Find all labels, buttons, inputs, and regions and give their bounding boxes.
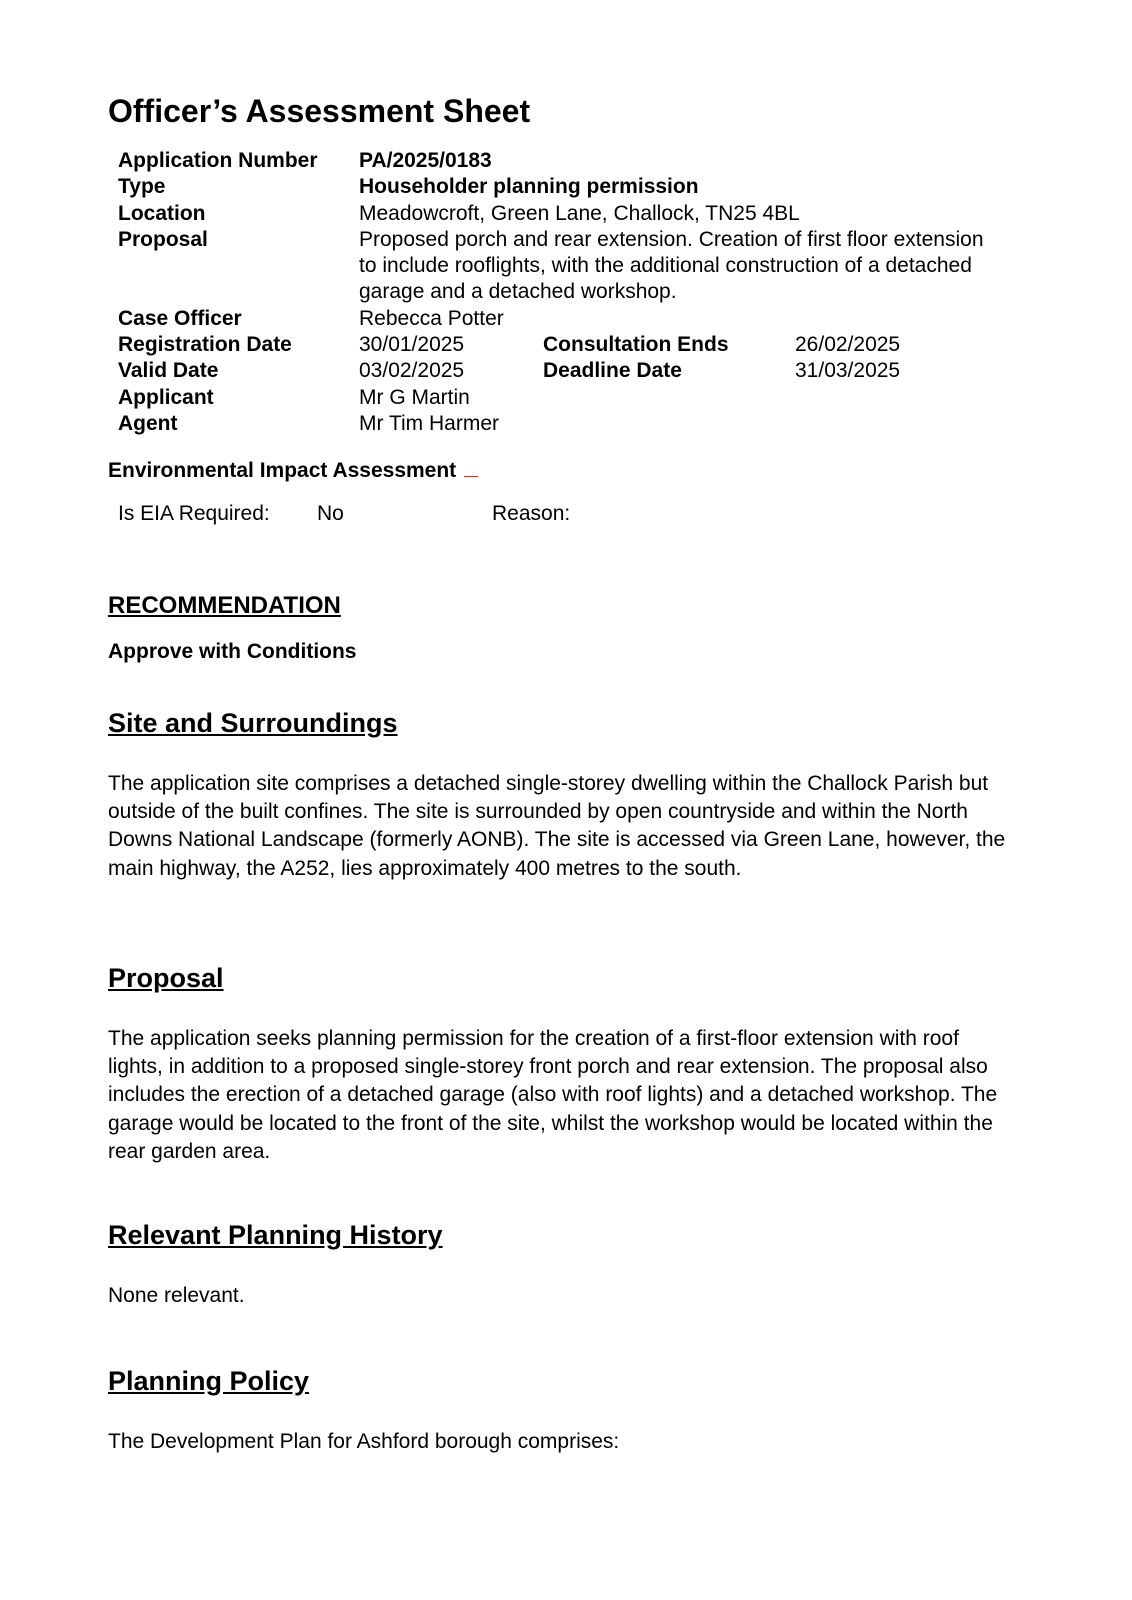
registration-date-value: 30/01/2025 (359, 333, 465, 357)
proposal-value: Proposed porch and rear extension. Creation of first floor extension to include rooflights, with the additional construction of a detached garage and a detached workshop. (359, 227, 984, 304)
detail-row-case-officer (118, 306, 998, 332)
consultation-ends-value: 26/02/2025 (795, 333, 901, 357)
case-officer-value: Rebecca Potter (359, 306, 504, 330)
proposal-label: Proposal (118, 227, 208, 251)
agent-value: Mr Tim Harmer (359, 411, 499, 435)
detail-row-agent (118, 411, 998, 437)
registration-date-label: Registration Date (118, 333, 292, 357)
deadline-date-value: 31/03/2025 (795, 359, 901, 383)
location-value: Meadowcroft, Green Lane, Challock, TN25 4BL (359, 201, 800, 225)
applicant-label: Applicant (118, 385, 214, 409)
location-label: Location (118, 201, 206, 225)
eia-heading (108, 459, 478, 483)
type-label: Type (118, 175, 166, 199)
valid-date-label: Valid Date (118, 359, 219, 383)
recommendation-value: Approve with Conditions (108, 640, 357, 663)
valid-date-value: 03/02/2025 (359, 359, 465, 383)
detail-row-type (118, 174, 998, 200)
detail-row-valid-date (118, 358, 998, 384)
application-number-label: Application Number (118, 149, 318, 172)
recommendation-heading: RECOMMENDATION (108, 592, 341, 619)
history-paragraph: None relevant. (108, 1284, 245, 1307)
type-value: Householder planning permission (359, 175, 699, 199)
detail-row-location (118, 201, 998, 227)
deadline-date-label: Deadline Date (543, 359, 682, 383)
case-officer-label: Case Officer (118, 306, 242, 330)
eia-reason-label: Reason: (492, 502, 571, 525)
eia-heading-mark (464, 476, 478, 477)
eia-required-value: No (317, 502, 344, 525)
site-paragraph: The application site comprises a detached single-storey dwelling within the Challock Parish but outside of the built confines. The site is surrounded by open countryside and within the North Downs National Landscape (formerly AONB). The site is accessed via Green Lane, however, the main highway, the A252, lies approximately 400 metres to the south. (108, 772, 1006, 880)
applicant-value: Mr G Martin (359, 385, 470, 409)
agent-label: Agent (118, 411, 178, 435)
detail-row-registration-date (118, 332, 998, 358)
eia-required-label: Is EIA Required: (118, 502, 270, 525)
proposal-paragraph: The application seeks planning permission for the creation of a first-floor extension with roof lights, in addition to a proposed single-storey front porch and rear extension. The proposal also includes the erection of a detached garage (also with roof lights) and a detached workshop. The garage would be located to the front of the site, whilst the workshop would be located within the rear garden area. (108, 1027, 998, 1163)
detail-row-proposal (118, 227, 998, 306)
policy-heading: Planning Policy (108, 1366, 310, 1396)
application-details (118, 148, 998, 437)
detail-row-applicant (118, 385, 998, 411)
policy-paragraph: The Development Plan for Ashford borough comprises: (108, 1430, 620, 1453)
page-title: Officer’s Assessment Sheet (108, 93, 531, 129)
detail-row-application-number (118, 148, 998, 174)
application-number-value: PA/2025/0183 (359, 149, 492, 172)
proposal-heading: Proposal (108, 963, 224, 993)
consultation-ends-label: Consultation Ends (543, 333, 729, 357)
history-heading: Relevant Planning History (108, 1220, 443, 1250)
site-heading: Site and Surroundings (108, 708, 398, 738)
eia-heading-text: Environmental Impact Assessment (108, 459, 457, 482)
